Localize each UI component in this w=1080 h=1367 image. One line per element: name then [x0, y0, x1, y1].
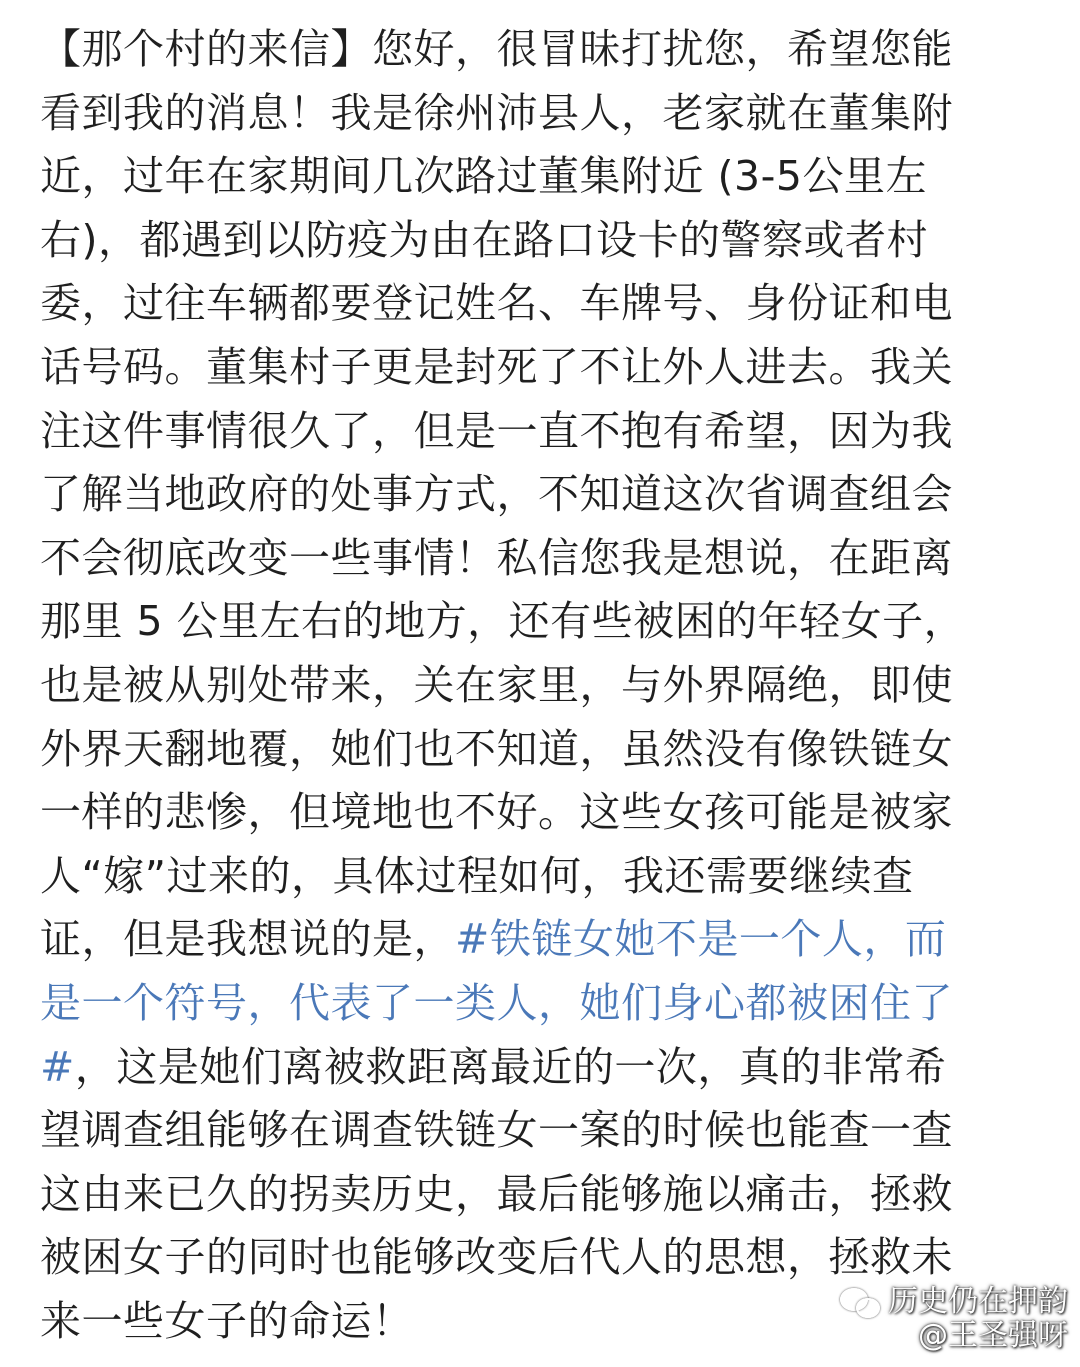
- post-line: [40, 1226, 1050, 1290]
- hashtag-link[interactable]: 是一个符号，代表了一类人，她们身心都被困住了: [40, 978, 953, 1027]
- post-text: 这由来已久的拐卖历史，最后能够施以痛击，拯救: [40, 1169, 953, 1218]
- post-line: [40, 82, 1050, 146]
- post-line: [40, 1099, 1050, 1163]
- watermark-account-row: [840, 1285, 1068, 1319]
- post-body: [40, 18, 1050, 1353]
- watermark-handle: @王圣强呀: [918, 1318, 1068, 1353]
- post-line: [40, 781, 1050, 845]
- post-text: 委，过往车辆都要登记姓名、车牌号、身份证和电: [40, 279, 953, 328]
- post-line: [40, 463, 1050, 527]
- watermark-account-name: 历史仍在押韵: [888, 1284, 1068, 1319]
- post-line: [40, 336, 1050, 400]
- wechat-icon: [840, 1286, 880, 1318]
- post-line: [40, 272, 1050, 336]
- post-line: [40, 18, 1050, 82]
- post-text: 话号码。董集村子更是封死了不让外人进去。我关: [40, 342, 953, 391]
- post-line: [40, 718, 1050, 782]
- post-line: [40, 845, 1050, 909]
- post-line: [40, 590, 1050, 654]
- post-text: 证，但是我想说的是，: [40, 915, 455, 964]
- post-text: 外界天翻地覆，她们也不知道，虽然没有像铁链女: [40, 724, 953, 773]
- post-line: [40, 908, 1050, 972]
- hashtag-link[interactable]: #: [40, 1042, 75, 1091]
- post-line: [40, 1036, 1050, 1100]
- post-line: [40, 1163, 1050, 1227]
- post-text: 了解当地政府的处事方式，不知道这次省调查组会: [40, 470, 953, 519]
- post-text: 一样的悲惨，但境地也不好。这些女孩可能是被家: [40, 788, 953, 837]
- post-text: 也是被从别处带来，关在家里，与外界隔绝，即使: [40, 660, 953, 709]
- post-text: 来一些女子的命运！: [40, 1296, 414, 1345]
- post-line: [40, 654, 1050, 718]
- post-line: [40, 400, 1050, 464]
- post-text: 人“嫁”过来的，具体过程如何，我还需要继续查: [40, 851, 914, 900]
- post-text: 那里 5 公里左右的地方，还有些被困的年轻女子，: [40, 597, 966, 646]
- post-text: 【那个村的来信】您好，很冒昧打扰您，希望您能: [40, 25, 953, 73]
- watermark: [840, 1285, 1068, 1353]
- post-text: 不会彻底改变一些事情！私信您我是想说，在距离: [40, 533, 953, 582]
- post-line: [40, 209, 1050, 273]
- post-text: 望调查组能够在调查铁链女一案的时候也能查一查: [40, 1106, 953, 1155]
- post-text: 被困女子的同时也能够改变后代人的思想，拯救未: [40, 1233, 953, 1282]
- post-text: 注这件事情很久了，但是一直不抱有希望，因为我: [40, 406, 953, 455]
- post-text: 近，过年在家期间几次路过董集附近 (3-5公里左: [40, 152, 927, 201]
- post-text: 看到我的消息！我是徐州沛县人，老家就在董集附: [40, 88, 953, 137]
- hashtag-link[interactable]: #铁链女她不是一个人，而: [455, 915, 947, 964]
- post-line: [40, 145, 1050, 209]
- post-text: ，这是她们离被救距离最近的一次，真的非常希: [74, 1042, 947, 1091]
- post-line: [40, 972, 1050, 1036]
- post-text: 右)，都遇到以防疫为由在路口设卡的警察或者村: [40, 215, 928, 264]
- post-line: [40, 527, 1050, 591]
